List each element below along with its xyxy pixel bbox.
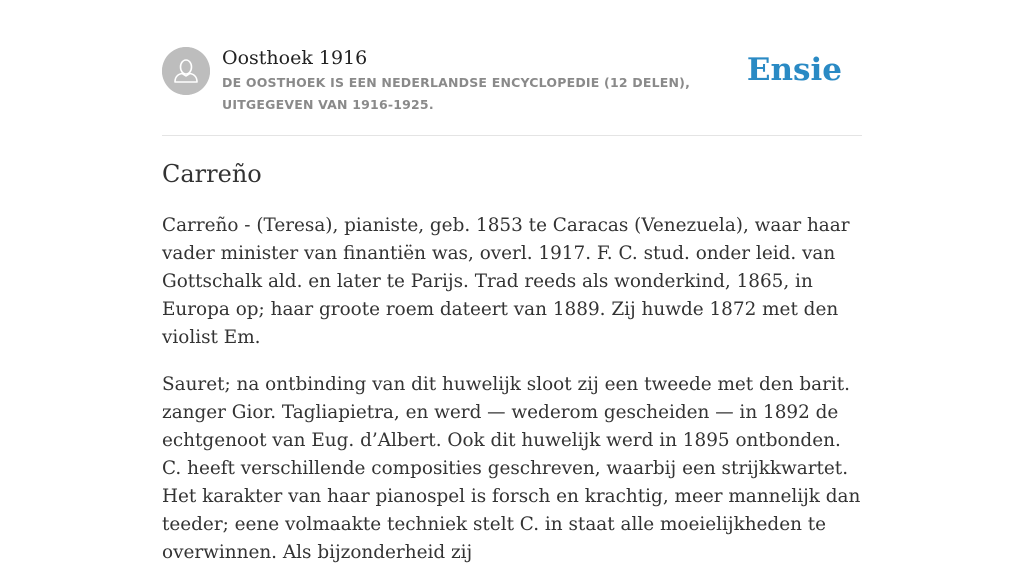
article-paragraph: Sauret; na ontbinding van dit huwelijk sloot zij een tweede met den barit. zanger Gior. Tagliapietra, en werd — wederom gescheiden — in 1892 de echtgenoot van Eug. d’Albert. Ook dit huwelijk werd in 1895 ontbonden. C. heeft verschillende composities geschreven, waarbij een strijkkwartet. Het karakter van haar pianospel is forsch en krachtig, meer mannelijk dan teeder; eene volmaakte techniek stelt C. in staat alle moeielijkheden te overwinnen. Als bijzonderheid zij [162, 374, 861, 563]
header-divider [162, 135, 862, 136]
source-title[interactable]: Oosthoek 1916 [222, 47, 368, 69]
source-description: DE OOSTHOEK IS EEN NEDERLANDSE ENCYCLOPEDIE (12 DELEN), UITGEGEVEN VAN 1916-1925. [222, 75, 691, 112]
article-title: Carreño [162, 160, 262, 188]
source-header [162, 46, 862, 116]
user-silhouette-icon [162, 47, 210, 95]
user-avatar-icon[interactable] [162, 47, 210, 95]
article-paragraph: Carreño - (Teresa), pianiste, geb. 1853 te Caracas (Venezuela), waar haar vader minister van finantiën was, overl. 1917. F. C. stud. onder leid. van Gottschalk ald. en later te Parijs. Trad reeds als wonderkind, 1865, in Europa op; haar groote roem dateert van 1889. Zij huwde 1872 met den violist Em. [162, 215, 850, 348]
ensie-logo[interactable]: Ensie [746, 52, 842, 88]
article-body [162, 212, 862, 586]
